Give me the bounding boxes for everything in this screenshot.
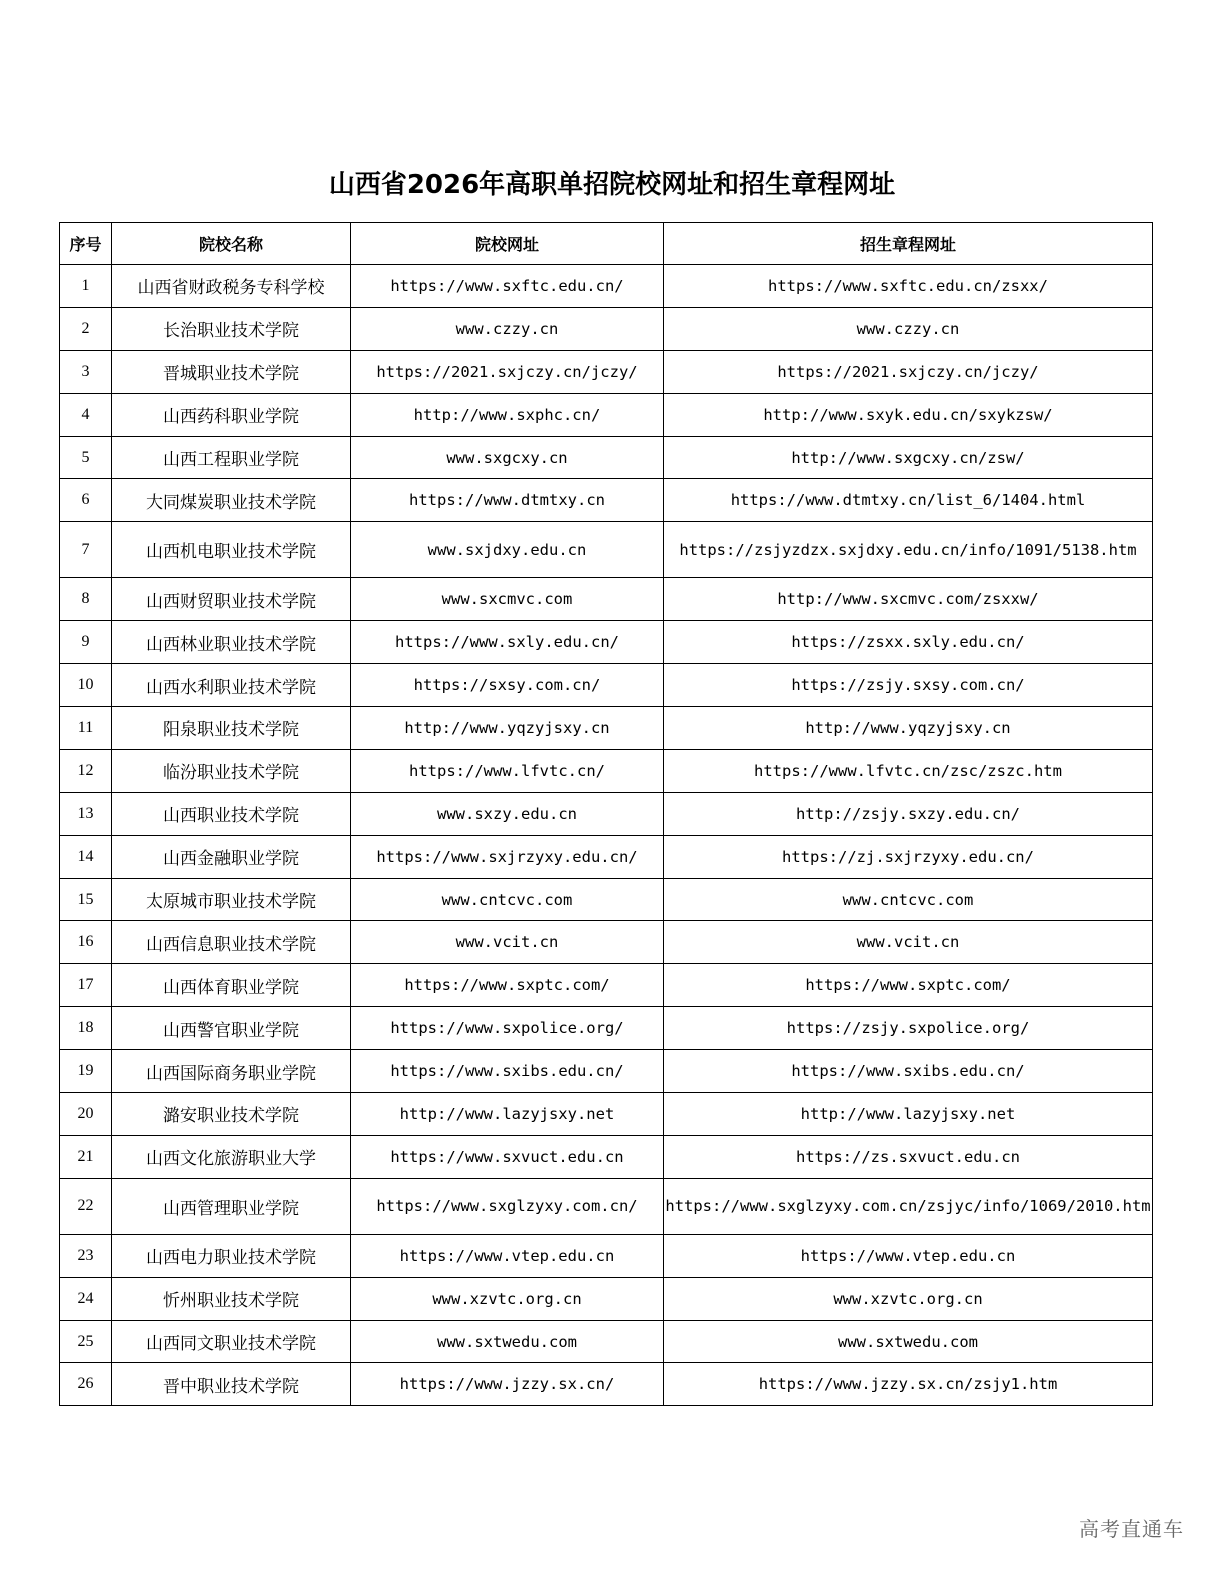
school-name: 山西职业技术学院 bbox=[112, 792, 351, 835]
school-website-link[interactable]: www.sxzy.edu.cn bbox=[351, 792, 664, 835]
admission-rules-link[interactable]: http://www.yqzyjsxy.cn bbox=[664, 707, 1153, 750]
table-row bbox=[60, 393, 1153, 436]
admission-rules-link[interactable]: https://zsjyzdzx.sxjdxy.edu.cn/info/1091/5138.htm bbox=[664, 522, 1153, 578]
admission-rules-link[interactable]: http://www.lazyjsxy.net bbox=[664, 1093, 1153, 1136]
admission-rules-link[interactable]: https://zsxx.sxly.edu.cn/ bbox=[664, 621, 1153, 664]
table-row bbox=[60, 350, 1153, 393]
header-name: 院校名称 bbox=[112, 223, 351, 265]
table-row bbox=[60, 1320, 1153, 1363]
table-row bbox=[60, 522, 1153, 578]
admission-rules-link[interactable]: https://www.jzzy.sx.cn/zsjy1.htm bbox=[664, 1363, 1153, 1406]
school-website-link[interactable]: www.xzvtc.org.cn bbox=[351, 1277, 664, 1320]
admission-rules-link[interactable]: https://www.sxibs.edu.cn/ bbox=[664, 1050, 1153, 1093]
school-website-link[interactable]: https://www.sxglzyxy.com.cn/ bbox=[351, 1178, 664, 1234]
school-website-link[interactable]: https://sxsy.com.cn/ bbox=[351, 664, 664, 707]
admission-rules-link[interactable]: http://www.sxgcxy.cn/zsw/ bbox=[664, 436, 1153, 479]
row-number: 7 bbox=[60, 522, 112, 578]
row-number: 21 bbox=[60, 1135, 112, 1178]
admission-rules-link[interactable]: https://www.vtep.edu.cn bbox=[664, 1234, 1153, 1277]
row-number: 22 bbox=[60, 1178, 112, 1234]
row-number: 8 bbox=[60, 578, 112, 621]
admission-rules-link[interactable]: https://2021.sxjczy.cn/jczy/ bbox=[664, 350, 1153, 393]
school-table bbox=[59, 222, 1153, 1406]
table-row bbox=[60, 835, 1153, 878]
school-name: 山西国际商务职业学院 bbox=[112, 1050, 351, 1093]
table-row bbox=[60, 1135, 1153, 1178]
school-name: 山西体育职业学院 bbox=[112, 964, 351, 1007]
table-row bbox=[60, 436, 1153, 479]
header-site: 院校网址 bbox=[351, 223, 664, 265]
table-body bbox=[60, 265, 1153, 1406]
table-row bbox=[60, 664, 1153, 707]
admission-rules-link[interactable]: www.sxtwedu.com bbox=[664, 1320, 1153, 1363]
school-name: 大同煤炭职业技术学院 bbox=[112, 479, 351, 522]
table-row bbox=[60, 1277, 1153, 1320]
school-name: 山西工程职业学院 bbox=[112, 436, 351, 479]
row-number: 13 bbox=[60, 792, 112, 835]
table-header-row bbox=[60, 223, 1153, 265]
table-row bbox=[60, 307, 1153, 350]
school-website-link[interactable]: https://www.lfvtc.cn/ bbox=[351, 749, 664, 792]
school-name: 晋中职业技术学院 bbox=[112, 1363, 351, 1406]
admission-rules-link[interactable]: https://www.dtmtxy.cn/list_6/1404.html bbox=[664, 479, 1153, 522]
table-row bbox=[60, 1363, 1153, 1406]
school-name: 山西警官职业学院 bbox=[112, 1007, 351, 1050]
school-name: 忻州职业技术学院 bbox=[112, 1277, 351, 1320]
school-website-link[interactable]: https://www.sxpolice.org/ bbox=[351, 1007, 664, 1050]
row-number: 26 bbox=[60, 1363, 112, 1406]
table-row bbox=[60, 1234, 1153, 1277]
admission-rules-link[interactable]: https://zj.sxjrzyxy.edu.cn/ bbox=[664, 835, 1153, 878]
admission-rules-link[interactable]: https://zsjy.sxsy.com.cn/ bbox=[664, 664, 1153, 707]
school-website-link[interactable]: http://www.yqzyjsxy.cn bbox=[351, 707, 664, 750]
school-name: 山西水利职业技术学院 bbox=[112, 664, 351, 707]
school-website-link[interactable]: https://www.vtep.edu.cn bbox=[351, 1234, 664, 1277]
table-row bbox=[60, 621, 1153, 664]
admission-rules-link[interactable]: https://zsjy.sxpolice.org/ bbox=[664, 1007, 1153, 1050]
school-name: 山西金融职业学院 bbox=[112, 835, 351, 878]
admission-rules-link[interactable]: www.xzvtc.org.cn bbox=[664, 1277, 1153, 1320]
school-website-link[interactable]: www.sxcmvc.com bbox=[351, 578, 664, 621]
school-website-link[interactable]: https://www.sxvuct.edu.cn bbox=[351, 1135, 664, 1178]
header-no: 序号 bbox=[60, 223, 112, 265]
school-website-link[interactable]: https://www.dtmtxy.cn bbox=[351, 479, 664, 522]
admission-rules-link[interactable]: https://zs.sxvuct.edu.cn bbox=[664, 1135, 1153, 1178]
school-name: 山西林业职业技术学院 bbox=[112, 621, 351, 664]
admission-rules-link[interactable]: http://www.sxcmvc.com/zsxxw/ bbox=[664, 578, 1153, 621]
school-website-link[interactable]: www.vcit.cn bbox=[351, 921, 664, 964]
school-name: 长治职业技术学院 bbox=[112, 307, 351, 350]
row-number: 5 bbox=[60, 436, 112, 479]
row-number: 2 bbox=[60, 307, 112, 350]
row-number: 25 bbox=[60, 1320, 112, 1363]
school-name: 太原城市职业技术学院 bbox=[112, 878, 351, 921]
school-website-link[interactable]: http://www.sxphc.cn/ bbox=[351, 393, 664, 436]
school-name: 山西同文职业技术学院 bbox=[112, 1320, 351, 1363]
table-row bbox=[60, 479, 1153, 522]
school-website-link[interactable]: www.sxtwedu.com bbox=[351, 1320, 664, 1363]
table-row bbox=[60, 1007, 1153, 1050]
table-row bbox=[60, 1093, 1153, 1136]
school-website-link[interactable]: https://www.sxftc.edu.cn/ bbox=[351, 265, 664, 308]
school-name: 晋城职业技术学院 bbox=[112, 350, 351, 393]
row-number: 3 bbox=[60, 350, 112, 393]
school-name: 山西电力职业技术学院 bbox=[112, 1234, 351, 1277]
school-website-link[interactable]: www.czzy.cn bbox=[351, 307, 664, 350]
row-number: 12 bbox=[60, 749, 112, 792]
row-number: 14 bbox=[60, 835, 112, 878]
school-name: 潞安职业技术学院 bbox=[112, 1093, 351, 1136]
school-name: 临汾职业技术学院 bbox=[112, 749, 351, 792]
admission-rules-link[interactable]: https://www.sxptc.com/ bbox=[664, 964, 1153, 1007]
table-row bbox=[60, 964, 1153, 1007]
table-row bbox=[60, 1050, 1153, 1093]
school-website-link[interactable]: http://www.lazyjsxy.net bbox=[351, 1093, 664, 1136]
school-name: 山西信息职业技术学院 bbox=[112, 921, 351, 964]
row-number: 9 bbox=[60, 621, 112, 664]
admission-rules-link[interactable]: https://www.sxglzyxy.com.cn/zsjyc/info/1069/2010.htm bbox=[664, 1178, 1153, 1234]
admission-rules-link[interactable]: www.cntcvc.com bbox=[664, 878, 1153, 921]
row-number: 16 bbox=[60, 921, 112, 964]
row-number: 23 bbox=[60, 1234, 112, 1277]
row-number: 11 bbox=[60, 707, 112, 750]
table-row bbox=[60, 921, 1153, 964]
table-row bbox=[60, 792, 1153, 835]
school-name: 山西省财政税务专科学校 bbox=[112, 265, 351, 308]
row-number: 18 bbox=[60, 1007, 112, 1050]
watermark-text: 高考直通车 bbox=[1079, 1517, 1184, 1541]
school-website-link[interactable]: www.sxjdxy.edu.cn bbox=[351, 522, 664, 578]
school-website-link[interactable]: https://www.sxibs.edu.cn/ bbox=[351, 1050, 664, 1093]
school-name: 山西文化旅游职业大学 bbox=[112, 1135, 351, 1178]
table-row bbox=[60, 1178, 1153, 1234]
page-title: 山西省2026年高职单招院校网址和招生章程网址 bbox=[328, 170, 896, 200]
row-number: 19 bbox=[60, 1050, 112, 1093]
row-number: 24 bbox=[60, 1277, 112, 1320]
school-website-link[interactable]: https://2021.sxjczy.cn/jczy/ bbox=[351, 350, 664, 393]
table-row bbox=[60, 578, 1153, 621]
admission-rules-link[interactable]: https://www.sxftc.edu.cn/zsxx/ bbox=[664, 265, 1153, 308]
school-name: 山西管理职业学院 bbox=[112, 1178, 351, 1234]
row-number: 10 bbox=[60, 664, 112, 707]
school-name: 阳泉职业技术学院 bbox=[112, 707, 351, 750]
school-website-link[interactable]: https://www.jzzy.sx.cn/ bbox=[351, 1363, 664, 1406]
row-number: 1 bbox=[60, 265, 112, 308]
header-rules: 招生章程网址 bbox=[664, 223, 1153, 265]
row-number: 17 bbox=[60, 964, 112, 1007]
row-number: 15 bbox=[60, 878, 112, 921]
row-number: 6 bbox=[60, 479, 112, 522]
admission-rules-link[interactable]: http://www.sxyk.edu.cn/sxykzsw/ bbox=[664, 393, 1153, 436]
table-row bbox=[60, 265, 1153, 308]
school-name: 山西药科职业学院 bbox=[112, 393, 351, 436]
admission-rules-link[interactable]: www.czzy.cn bbox=[664, 307, 1153, 350]
school-website-link[interactable]: https://www.sxjrzyxy.edu.cn/ bbox=[351, 835, 664, 878]
admission-rules-link[interactable]: https://www.lfvtc.cn/zsc/zszc.htm bbox=[664, 749, 1153, 792]
table-row bbox=[60, 749, 1153, 792]
admission-rules-link[interactable]: www.vcit.cn bbox=[664, 921, 1153, 964]
table-row bbox=[60, 707, 1153, 750]
admission-rules-link[interactable]: http://zsjy.sxzy.edu.cn/ bbox=[664, 792, 1153, 835]
school-website-link[interactable]: https://www.sxly.edu.cn/ bbox=[351, 621, 664, 664]
school-name: 山西机电职业技术学院 bbox=[112, 522, 351, 578]
school-website-link[interactable]: https://www.sxptc.com/ bbox=[351, 964, 664, 1007]
row-number: 4 bbox=[60, 393, 112, 436]
row-number: 20 bbox=[60, 1093, 112, 1136]
school-name: 山西财贸职业技术学院 bbox=[112, 578, 351, 621]
school-website-link[interactable]: www.sxgcxy.cn bbox=[351, 436, 664, 479]
table-row bbox=[60, 878, 1153, 921]
school-website-link[interactable]: www.cntcvc.com bbox=[351, 878, 664, 921]
